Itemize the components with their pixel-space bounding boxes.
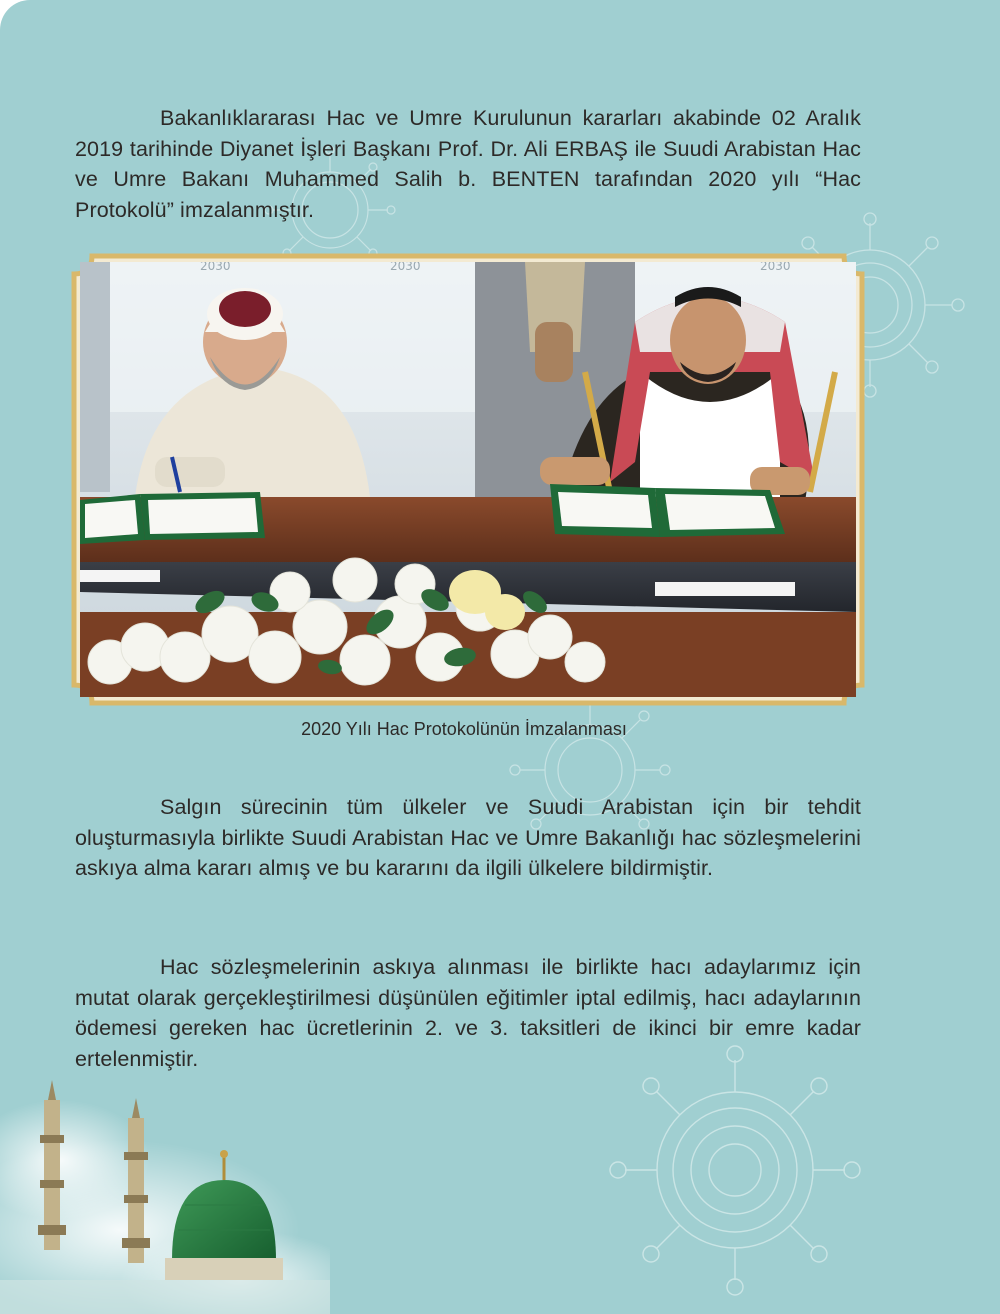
- photo-frame: [70, 252, 866, 707]
- photo-caption: 2020 Yılı Hac Protokolünün İmzalanması: [301, 719, 627, 739]
- backdrop-text-3: 2030: [760, 262, 791, 273]
- backdrop-text-1: 2030: [200, 262, 231, 273]
- backdrop-text-2: 2030: [390, 262, 421, 273]
- signing-ceremony-photo: [80, 262, 856, 697]
- paragraph-training-cancellation: Hac sözleşmelerinin askıya alınması ile birlikte hacı adaylarımız için mutat olarak gerçekleştirilmesi düşünülen eğitimler iptal edilmiş, hacı adaylarının ödemesi gereken hac ücretlerinin 2. ve 3. taksitleri de ikinci bir emre kadar ertelenmiştir.: [75, 955, 861, 1071]
- virus-decoration-bottom-right: [590, 1040, 880, 1300]
- paragraph-contract-suspension: Salgın sürecinin tüm ülkeler ve Suudi Arabistan için bir tehdit oluşturmasıyla birlikte Suudi Arabistan Hac ve Umre Bakanlığı hac sözleşmelerini askıya alma kararı almış ve bu kararını da ilgili ülkelere bildirmiştir.: [75, 795, 861, 880]
- mosque-illustration: [0, 1080, 330, 1314]
- paragraph-protocol-signing: Bakanlıklararası Hac ve Umre Kurulunun kararları akabinde 02 Aralık 2019 tarihinde Diyanet İşleri Başkanı Prof. Dr. Ali ERBAŞ ile Suudi Arabistan Hac ve Umre Bakanı Muhammed Salih b. BENTEN tarafından 2020 yılı “Hac Protokolü” imzalanmıştır.: [75, 106, 861, 222]
